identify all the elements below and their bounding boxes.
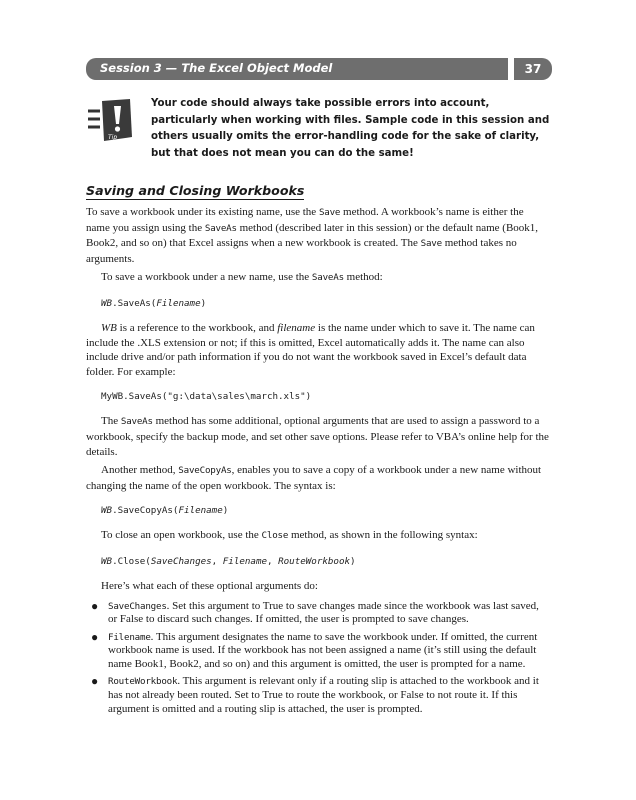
paragraph: To close an open workbook, use the Close method, as shown in the following syntax: (101, 529, 478, 542)
code-example-saveas: WB.SaveAs(Filename) (101, 297, 207, 309)
tip-icon-label: Tip (108, 134, 118, 141)
paragraph: WB is a reference to the workbook, and filename is the name under which to save it. The name can include the .XLS extension or not; if this is omitted, Excel automatically adds it. The name can also include drive and/or path information if you do not want the workbook saved in Excel’s default data folder. For example: (86, 321, 535, 378)
list-item: ● RouteWorkbook. This argument is relevant only if a routing slip is attached to the workbook and it has not already been routed. Set to True to route the workbook, or False to not route it. If this argument is omitted and a routing slip is attached, the user is prompted. (91, 674, 539, 715)
paragraph: To save a workbook under a new name, use the SaveAs method: (101, 271, 383, 284)
paragraph: The SaveAs method has some additional, optional arguments that are used to assign a password to a workbook, specify the backup mode, and set other save options. Please refer to VBA’s online help for the details. (86, 415, 549, 458)
running-header (86, 58, 508, 80)
code-example-savecopyas: WB.SaveCopyAs(Filename) (101, 505, 229, 517)
tip-icon (86, 97, 136, 143)
header-session-title: Session 3 — The Excel Object Model (100, 61, 333, 75)
section-title: Saving and Closing Workbooks (86, 183, 305, 198)
paragraph: Here’s what each of these optional arguments do: (101, 579, 318, 592)
body-text (86, 205, 550, 720)
list-item: ● Filename. This argument designates the name to save the workbook under. If omitted, the current workbook name is used. If the workbook has not been assigned a name (it’s still using the default name Book1, Book2, and so on) and this argument is omitted, the user is prompted for a name. (91, 629, 538, 670)
paragraph: To save a workbook under its existing name, use the Save method. A workbook’s name is either the name you assign using the SaveAs method (described later in this session) or the default name (Book1, Book2, and so on) that Excel assigns when a new workbook is created. The Save method takes no arguments. (86, 206, 539, 265)
page-number: 37 (514, 58, 552, 80)
argument-list (86, 600, 550, 717)
list-item: ● SaveChanges. Set this argument to True to save changes made since the workbook was last saved, or False to discard such changes. If omitted, the user is prompted to save changes. (91, 598, 539, 626)
tip-text: Your code should always take possible errors into account, particularly when working with files. Sample code in this session and others usually omits the error-handling code for the sake of clarity, but that does not mean you can do the same! (151, 98, 550, 159)
code-example-mywb: MyWB.SaveAs("g:\data\sales\march.xls") (101, 391, 312, 403)
paragraph: Another method, SaveCopyAs, enables you to save a copy of a workbook under a new name without changing the name of the open workbook. The syntax is: (86, 464, 542, 492)
code-example-close: WB.Close(SaveChanges, Filename, RouteWorkbook) (101, 555, 356, 567)
